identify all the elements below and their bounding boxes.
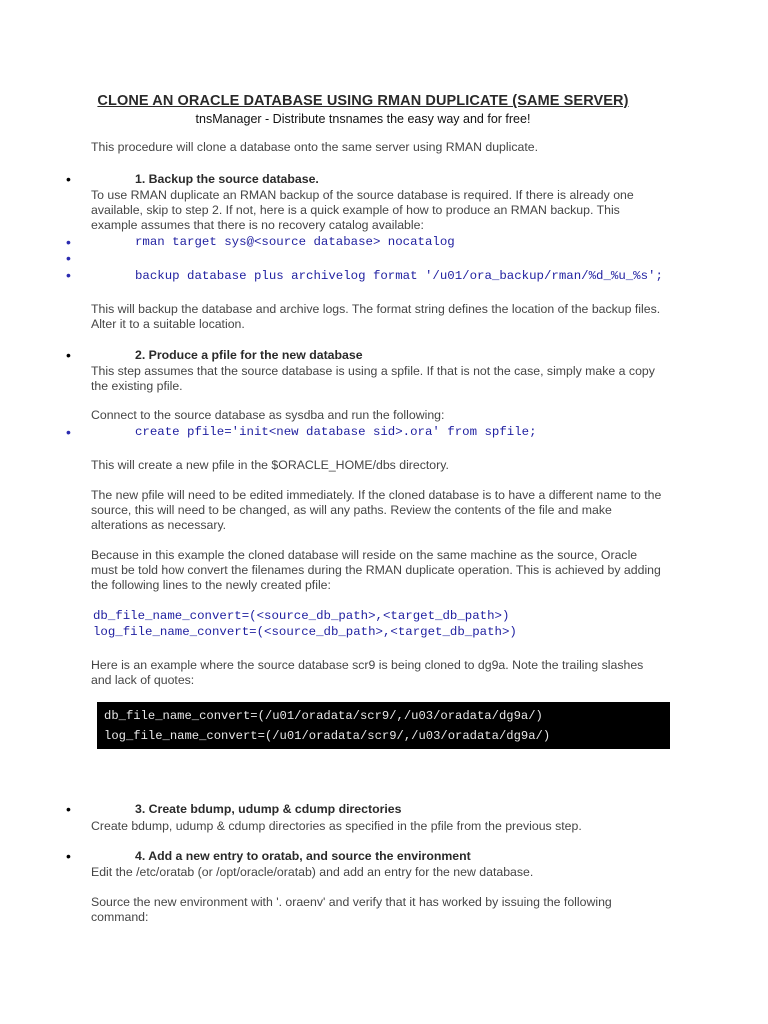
code-db-file-name-convert: db_file_name_convert=(<source_db_path>,<target_db_path>) [93, 609, 510, 623]
step-1-heading: 1. Backup the source database. [135, 172, 319, 186]
bullet-code-backup: • [66, 267, 71, 283]
step-4-text: Edit the /etc/oratab (or /opt/oracle/oratab) and add an entry for the new database. [91, 865, 534, 879]
bullet-step-4: • [66, 848, 71, 864]
step-1-after-line-2: Alter it to a suitable location. [91, 317, 245, 331]
step-2-edit-line-2: source, this will need to be changed, as will any paths. Review the contents of the file and make [91, 503, 612, 517]
step-2-because-line-3: the following lines to the newly created pfile: [91, 578, 331, 592]
step-2-edit-line-1: The new pfile will need to be edited immediately. If the cloned database is to have a different name to the [91, 488, 662, 502]
bullet-code-rman: • [66, 234, 71, 250]
step-1-text-line-2: available, skip to step 2. If not, here is a quick example of how to produce an RMAN backup. This [91, 203, 620, 217]
intro-text: This procedure will clone a database onto the same server using RMAN duplicate. [91, 140, 539, 154]
step-2-because-line-1: Because in this example the cloned database will reside on the same machine as the source, Oracle [91, 548, 638, 562]
code-log-file-name-convert: log_file_name_convert=(<source_db_path>,<target_db_path>) [93, 625, 517, 639]
step-2-heading: 2. Produce a pfile for the new database [135, 348, 363, 362]
step-2-created: This will create a new pfile in the $ORACLE_HOME/dbs directory. [91, 458, 449, 472]
page-subtitle: tnsManager - Distribute tnsnames the easy way and for free! [195, 112, 531, 126]
bullet-step-2: • [66, 347, 71, 363]
bullet-empty: • [66, 250, 71, 266]
code-create-pfile: create pfile='init<new database sid>.ora' from spfile; [135, 425, 537, 439]
example-code-line-2: log_file_name_convert=(/u01/oradata/scr9/,/u03/oradata/dg9a/) [104, 729, 551, 743]
step-2-because-line-2: must be told how convert the filenames during the RMAN duplicate operation. This is achieved by adding [91, 563, 661, 577]
example-code-line-1: db_file_name_convert=(/u01/oradata/scr9/,/u03/oradata/dg9a/) [104, 709, 543, 723]
bullet-code-pfile: • [66, 424, 71, 440]
step-4-heading: 4. Add a new entry to oratab, and source the environment [135, 849, 471, 863]
step-1-after-line-1: This will backup the database and archive logs. The format string defines the location of the backup files. [91, 302, 661, 316]
step-1-text-line-1: To use RMAN duplicate an RMAN backup of the source database is required. If there is already one [91, 188, 634, 202]
bullet-step-1: • [66, 171, 71, 187]
step-2-text-line-2: the existing pfile. [91, 379, 183, 393]
step-2-example-line-1: Here is an example where the source database scr9 is being cloned to dg9a. Note the trailing slashes [91, 658, 644, 672]
step-4-source-line-1: Source the new environment with '. oraenv' and verify that it has worked by issuing the following [91, 895, 612, 909]
example-code-box [97, 702, 670, 749]
step-2-edit-line-3: alterations as necessary. [91, 518, 227, 532]
page-title: CLONE AN ORACLE DATABASE USING RMAN DUPLICATE (SAME SERVER) [97, 93, 629, 109]
step-2-text-line-1: This step assumes that the source database is using a spfile. If that is not the case, simply make a copy [91, 364, 655, 378]
step-1-text-line-3: example assumes that there is no recovery catalog available: [91, 218, 424, 232]
code-rman-target: rman target sys@<source database> nocatalog [135, 235, 455, 249]
bullet-step-3: • [66, 801, 71, 817]
code-backup-database: backup database plus archivelog format '/u01/ora_backup/rman/%d_%u_%s'; [135, 269, 663, 283]
step-2-connect: Connect to the source database as sysdba and run the following: [91, 408, 445, 422]
step-2-example-line-2: and lack of quotes: [91, 673, 195, 687]
step-4-source-line-2: command: [91, 910, 149, 924]
step-3-text: Create bdump, udump & cdump directories as specified in the pfile from the previous step. [91, 819, 582, 833]
step-3-heading: 3. Create bdump, udump & cdump directories [135, 802, 402, 816]
